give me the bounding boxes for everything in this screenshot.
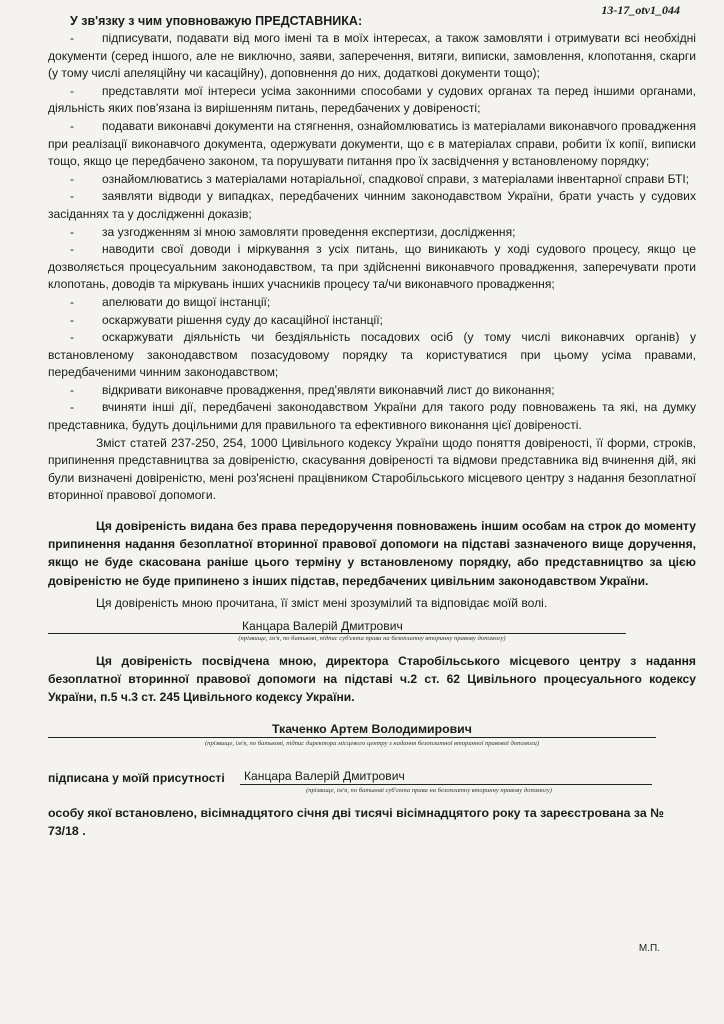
- validity-paragraph: Ця довіреність видана без права передоручення повноважень іншим особам на строк до моменту припинення надання безоплатної вторинної правової допомоги на підставі зазначеного вище доручення, якщо не буде скасована раніше цього терміну у встановленому порядку, або представництво за цією довіреністю не буде припинено з інших підстав, передбачених цивільним законодавством України.: [48, 519, 696, 588]
- power-item: - підписувати, подавати від мого імені та в моїх інтересах, а також замовляти і отримувати всі необхідні документи (серед іншого, але не виключно, заяви, заперечення, витяги, виписки, замовлення, клопотання, скарги (у тому числі апеляційну чи касаційну), доповнення до них, додаткові документи тощо);: [48, 31, 696, 81]
- explanation-paragraph: Зміст статей 237-250, 254, 1000 Цивільного кодексу України щодо поняття довіреності, її форми, строків, припинення представництва за довіреністю, скасування довіреності та відмови представника від вчинення дій, які були визначені довіреністю, мені роз'яснені працівником Старобільського місцевого центру з надання безоплатної вторинної правової допомоги.: [48, 435, 696, 503]
- final-statement: особу якої встановлено, вісімнадцятого січня дві тисячі вісімнадцятого року та зареєстрована за № 73/18 .: [48, 806, 664, 839]
- power-item: - апелювати до вищої інстанції;: [70, 294, 271, 309]
- presence-label: підписана у моїй присутності: [48, 771, 225, 786]
- signer-name: Канцара Валерій Дмитрович: [238, 619, 407, 633]
- signer-caption: (прізвище, ім'я, по батькові, підпис суб'єкта права на безоплатну вторинну правову допомогу): [238, 634, 506, 642]
- power-item: - ознайомлюватись з матеріалами нотаріальної, спадкової справи, з матеріалами інвентарної справи БТІ;: [70, 171, 690, 186]
- power-item: - наводити свої доводи і міркування з усіх питань, що виникають у ході судового процесу, якщо це дозволяється процесуальним законодавством, та при здійсненні виконавчого провадження, заперечувати проти клопотань, доводів та міркувань інших учасників процесу та/чи виконавчого провадження;: [48, 242, 696, 292]
- signer-signature-line: [48, 614, 696, 640]
- power-item: - оскаржувати діяльність чи бездіяльність посадових осіб (у тому числі виконавчих органів) у встановленому законодавством позасудовому порядку та користуватися при цьому усіма правами, передбаченими чинним законодавством;: [48, 330, 696, 380]
- power-item: - представляти мої інтереси усіма законними способами у судових органах та перед іншими органами, діяльність яких пов'язана із вирішенням питань, передбачених у довіреності;: [48, 83, 696, 116]
- document-id: 13-17_otv1_044: [601, 3, 680, 17]
- director-name: Ткаченко Артем Володимирович: [268, 722, 476, 736]
- power-item: - подавати виконавчі документи на стягнення, ознайомлюватись із матеріалами виконавчого провадження при реалізації виконавчого документа, одержувати документи, що є в матеріалах справи, робити їх копії, виписки тощо, якщо це передбачено законом, та порушувати питання про їх засвідчення у встановленому порядку;: [48, 118, 696, 169]
- certification-paragraph: Ця довіреність посвідчена мною, директора Старобільського місцевого центру з надання безоплатної вторинної правової допомоги на підставі ч.2 ст. 62 Цивільного процесуального кодексу України, п.5 ч.3 ст. 245 Цивільного кодексу України.: [48, 653, 696, 705]
- director-signature-line: [48, 712, 696, 742]
- presence-line: [48, 765, 696, 789]
- powers-heading: У зв'язку з чим уповноважую ПРЕДСТАВНИКА:: [70, 14, 363, 28]
- presence-caption: (прізвище, ім'я, по батькові суб'єкта права на безоплатну вторинну правову допомогу): [306, 787, 552, 795]
- power-item: - оскаржувати рішення суду до касаційної інстанції;: [70, 312, 383, 327]
- director-caption: (прізвище, ім'я, по батькові, підпис директора місцевого центру з надання безоплатної вторинної правової допомоги): [204, 740, 540, 748]
- power-item: - за узгодженням зі мною замовляти проведення експертизи, дослідження;: [70, 224, 516, 239]
- power-item: - вчиняти інші дії, передбачені законодавством України для такого роду повноважень та які, на думку представника, будуть доцільними для правильного та ефективного виконання цієї довіреності.: [48, 400, 696, 433]
- power-item: - заявляти відводи у випадках, передбачених чинним законодавством України, брати участь у судових засіданнях та у дослідженні доказів;: [48, 189, 696, 221]
- powers-list: [48, 30, 696, 435]
- read-statement: Ця довіреність мною прочитана, її зміст мені зрозумілий та відповідає моїй волі.: [96, 595, 548, 610]
- stamp-place-label: М.П.: [638, 943, 660, 954]
- presence-name: Канцара Валерій Дмитрович: [244, 769, 405, 784]
- power-item: - відкривати виконавче провадження, пред'являти виконавчий лист до виконання;: [70, 382, 555, 397]
- document-page: [48, 14, 696, 840]
